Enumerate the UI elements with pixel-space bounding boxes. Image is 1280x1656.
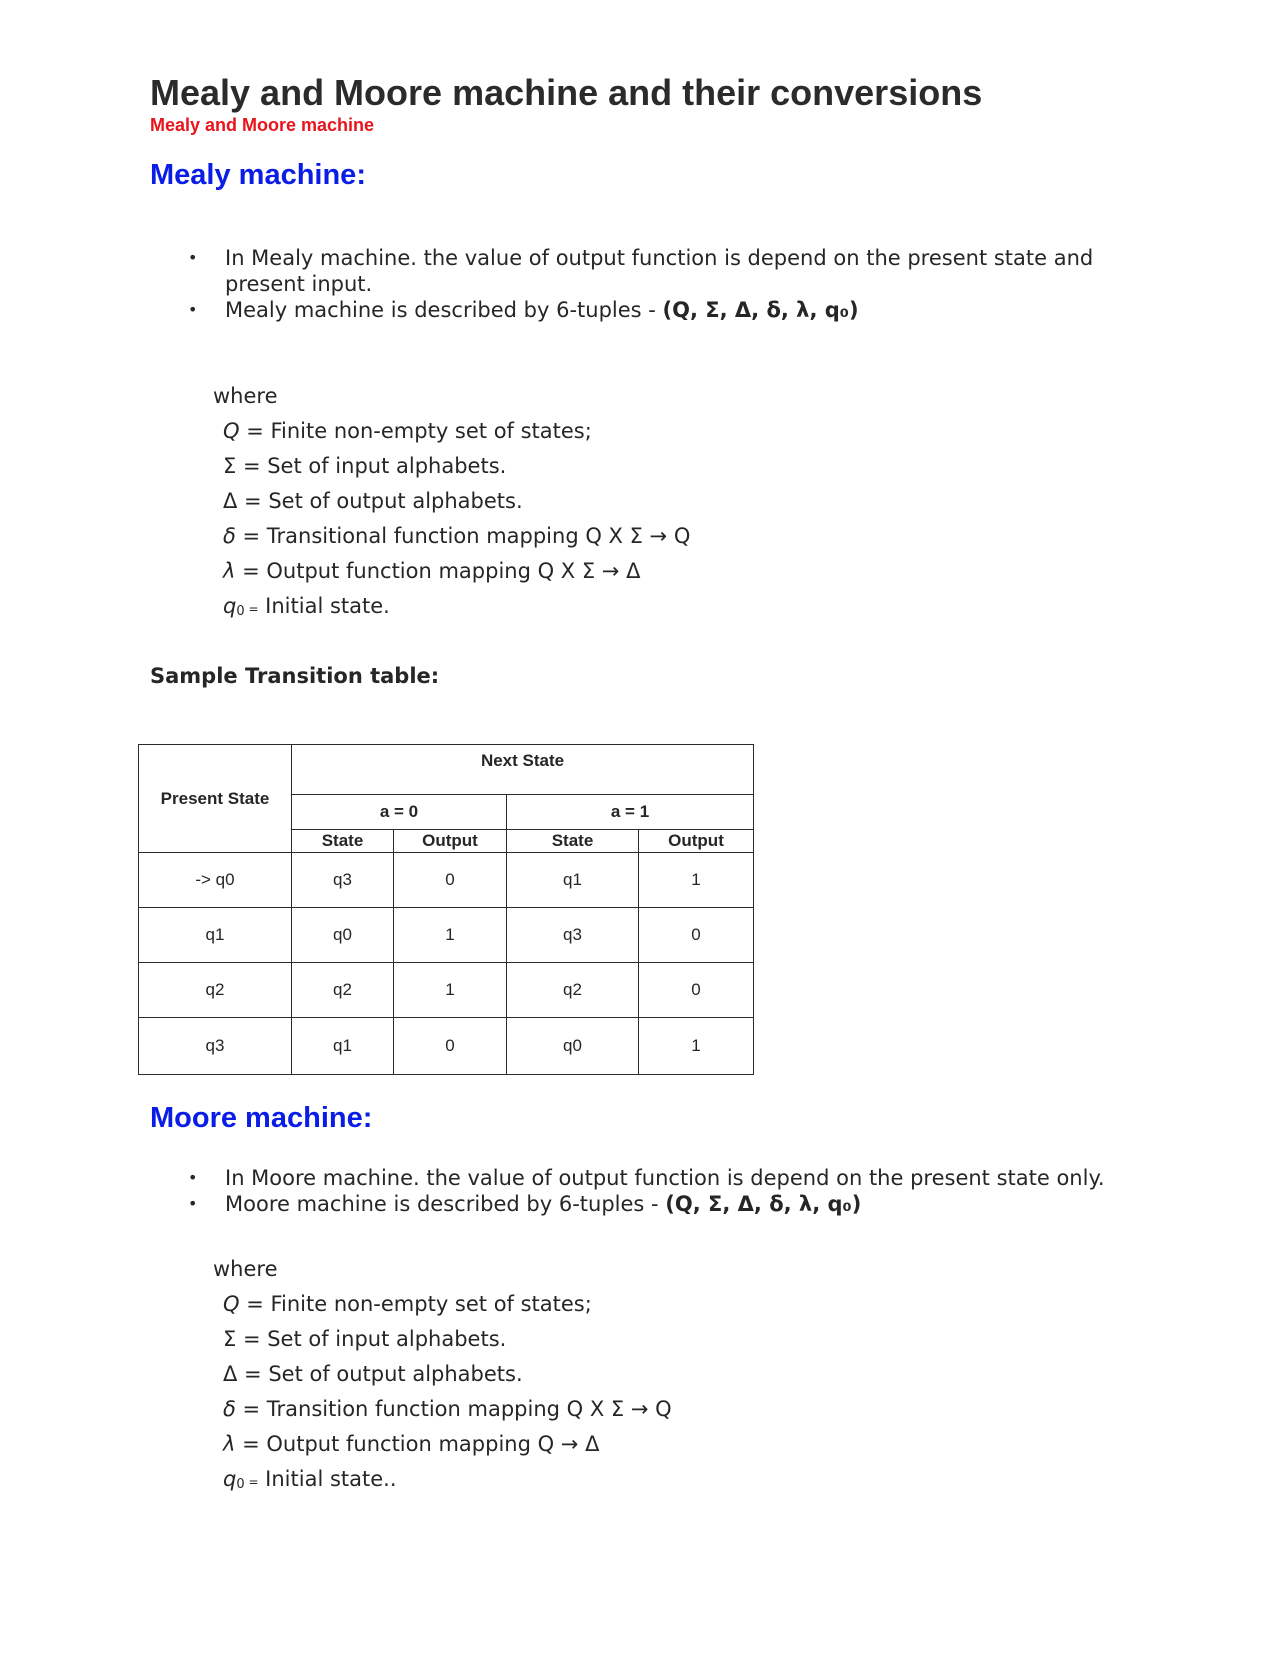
table-row: [139, 963, 754, 1018]
output-header: Output: [394, 830, 507, 853]
def-symbol: λ: [223, 559, 236, 583]
moore-bullet-2: [150, 1191, 1150, 1217]
output-cell: 1: [639, 853, 754, 908]
moore-def-delta-upper: [213, 1361, 672, 1396]
present-state-cell: q1: [139, 908, 292, 963]
moore-bullet-2-text: Moore machine is described by 6-tuples -: [225, 1192, 666, 1216]
next-state-cell: q1: [292, 1018, 394, 1075]
next-state-cell: q0: [507, 1018, 639, 1075]
table-row: [139, 853, 754, 908]
mealy-def-lambda: [213, 558, 690, 593]
page-subtitle: Mealy and Moore machine: [150, 115, 375, 135]
mealy-heading: Mealy machine:: [150, 159, 366, 191]
def-symbol: Q: [223, 419, 240, 443]
def-equals: =: [244, 602, 259, 616]
output-cell: 0: [639, 963, 754, 1018]
mealy-def-q: [213, 418, 690, 453]
next-state-cell: q2: [507, 963, 639, 1018]
moore-bullet-1-text: In Moore machine. the value of output function is depend on the present state only.: [225, 1166, 1105, 1190]
def-symbol: δ: [223, 1397, 236, 1421]
state-header: State: [292, 830, 394, 853]
def-text: = Transitional function mapping Q X Σ → Q: [235, 524, 691, 548]
mealy-tuple: (Q, Σ, Δ, δ, λ, q₀): [662, 298, 859, 322]
def-symbol: Σ: [223, 1327, 237, 1351]
def-symbol: λ: [223, 1432, 236, 1456]
mealy-bullet-1-text: In Mealy machine. the value of output function is depend on the present state and present input.: [225, 246, 1094, 296]
def-subscript: 0: [236, 604, 245, 619]
output-cell: 1: [639, 1018, 754, 1075]
output-header: Output: [639, 830, 754, 853]
def-text: = Set of output alphabets.: [237, 489, 523, 513]
moore-def-delta: [213, 1396, 672, 1431]
def-text: = Transition function mapping Q X Σ → Q: [235, 1397, 672, 1421]
mealy-bullet-1: [150, 245, 1150, 297]
next-state-cell: q1: [507, 853, 639, 908]
next-state-cell: q2: [292, 963, 394, 1018]
output-cell: 1: [394, 908, 507, 963]
next-state-cell: q0: [292, 908, 394, 963]
moore-bullet-list: [150, 1165, 1150, 1217]
def-symbol: Δ: [223, 1362, 238, 1386]
next-state-cell: q3: [292, 853, 394, 908]
def-symbol: δ: [223, 524, 236, 548]
moore-tuple: (Q, Σ, Δ, δ, λ, q₀): [665, 1192, 862, 1216]
moore-def-sigma: [213, 1326, 672, 1361]
def-text: = Finite non-empty set of states;: [239, 419, 592, 443]
output-cell: 1: [394, 963, 507, 1018]
bullet-dot: •: [188, 1168, 198, 1187]
moore-where-label: where: [213, 1257, 278, 1281]
bullet-dot: •: [188, 1194, 198, 1213]
def-text: = Set of input alphabets.: [236, 1327, 507, 1351]
output-cell: 0: [639, 908, 754, 963]
mealy-def-delta-upper: [213, 488, 690, 523]
table-title: Sample Transition table:: [150, 664, 440, 688]
input-a0-header: a = 0: [292, 795, 507, 830]
output-cell: 0: [394, 853, 507, 908]
moore-bullet-1: [150, 1165, 1150, 1191]
def-text: = Set of output alphabets.: [237, 1362, 523, 1386]
bullet-dot: •: [188, 300, 198, 319]
state-header: State: [507, 830, 639, 853]
table-row: [139, 1018, 754, 1075]
next-state-header: Next State: [292, 745, 754, 795]
table-header-row: [139, 745, 754, 795]
def-text: = Finite non-empty set of states;: [239, 1292, 592, 1316]
def-symbol: Σ: [223, 454, 237, 478]
mealy-where-label: where: [213, 384, 278, 408]
def-text: Initial state.: [258, 594, 390, 618]
transition-table: [138, 744, 754, 1075]
input-a1-header: a = 1: [507, 795, 754, 830]
mealy-def-delta: [213, 523, 690, 558]
def-subscript: 0: [236, 1477, 245, 1492]
page-title: Mealy and Moore machine and their conversions: [150, 72, 983, 113]
present-state-cell: q2: [139, 963, 292, 1018]
def-text: = Output function mapping Q X Σ → Δ: [235, 559, 641, 583]
moore-def-lambda: [213, 1431, 672, 1466]
def-text: = Output function mapping Q → Δ: [235, 1432, 600, 1456]
moore-def-q: [213, 1291, 672, 1326]
mealy-definitions: [213, 383, 690, 628]
def-text: = Set of input alphabets.: [236, 454, 507, 478]
mealy-def-sigma: [213, 453, 690, 488]
mealy-bullet-2: [150, 297, 1150, 323]
moore-definitions: [213, 1256, 672, 1501]
def-symbol: q: [223, 1467, 237, 1491]
mealy-bullet-list: [150, 245, 1150, 323]
def-symbol: q: [223, 594, 237, 618]
output-cell: 0: [394, 1018, 507, 1075]
bullet-dot: •: [188, 248, 198, 267]
present-state-cell: -> q0: [139, 853, 292, 908]
def-symbol: Q: [223, 1292, 240, 1316]
mealy-bullet-2-text: Mealy machine is described by 6-tuples -: [225, 298, 663, 322]
table-row: [139, 908, 754, 963]
moore-heading: Moore machine:: [150, 1102, 373, 1134]
present-state-header: Present State: [139, 745, 292, 853]
def-equals: =: [244, 1475, 259, 1489]
next-state-cell: q3: [507, 908, 639, 963]
moore-def-q0: [213, 1466, 672, 1501]
mealy-def-q0: [213, 593, 690, 628]
def-text: Initial state..: [258, 1467, 397, 1491]
present-state-cell: q3: [139, 1018, 292, 1075]
def-symbol: Δ: [223, 489, 238, 513]
